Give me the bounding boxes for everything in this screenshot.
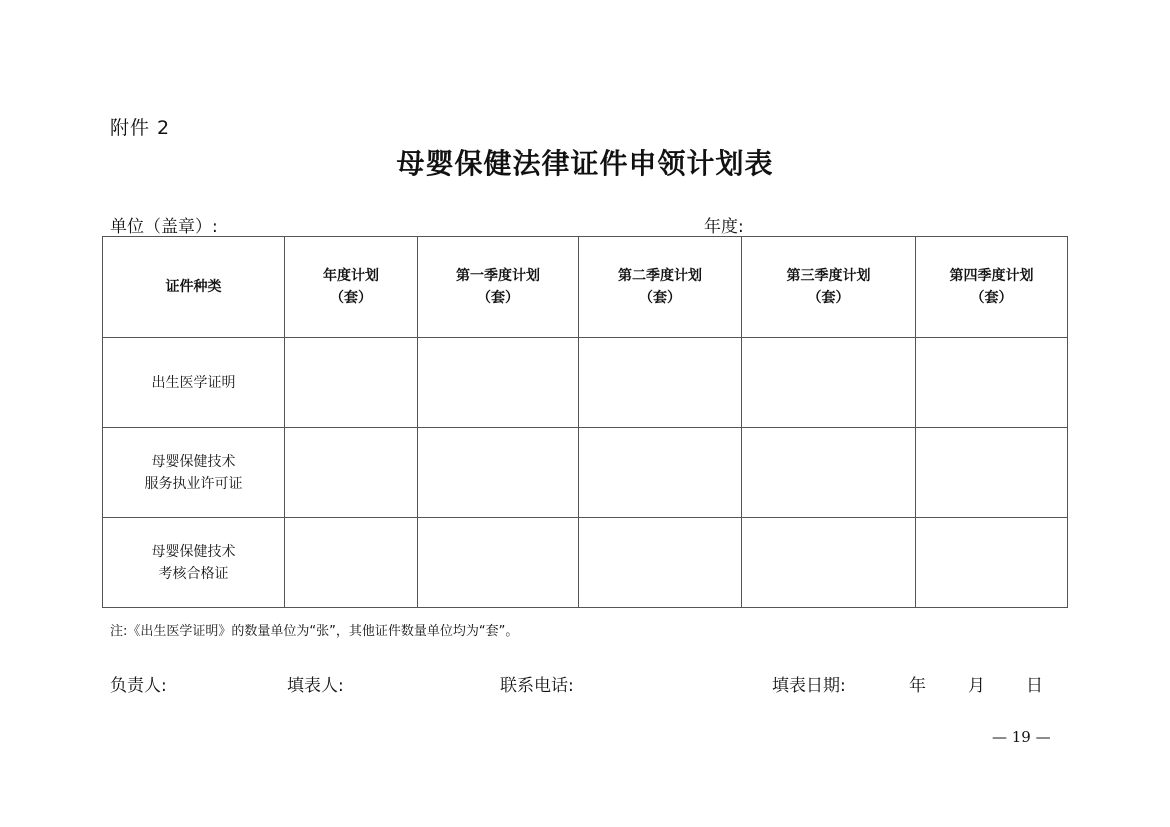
cell-q2-input[interactable] (579, 428, 742, 518)
row-label-qualification-cert: 母婴保健技术 考核合格证 (103, 518, 285, 608)
cell-annual-input[interactable] (285, 518, 418, 608)
responsible-label: 负责人: (110, 676, 167, 696)
date-day-label: 日 (1026, 676, 1043, 696)
cell-q4-input[interactable] (916, 428, 1068, 518)
page-title: 母婴保健法律证件申领计划表 (396, 147, 774, 180)
row-label-birth-certificate: 出生医学证明 (103, 338, 285, 428)
header-q4-plan: 第四季度计划 （套） (916, 237, 1068, 338)
fill-date-label: 填表日期: (772, 676, 846, 696)
year-label: 年度: (704, 217, 744, 237)
cell-q4-input[interactable] (916, 518, 1068, 608)
header-cert-type: 证件种类 (103, 237, 285, 338)
cell-q1-input[interactable] (418, 338, 579, 428)
header-q3-plan: 第三季度计划 （套） (742, 237, 916, 338)
date-year-label: 年 (909, 676, 926, 696)
cell-q3-input[interactable] (742, 518, 916, 608)
header-q1-plan: 第一季度计划 （套） (418, 237, 579, 338)
filler-label: 填表人: (287, 676, 344, 696)
cell-q4-input[interactable] (916, 338, 1068, 428)
table-note: 注:《出生医学证明》的数量单位为“张”，其他证件数量单位均为“套”。 (110, 624, 519, 639)
cell-q1-input[interactable] (418, 428, 579, 518)
date-month-label: 月 (968, 676, 985, 696)
cell-q3-input[interactable] (742, 428, 916, 518)
plan-table (102, 236, 1068, 608)
cell-q2-input[interactable] (579, 518, 742, 608)
phone-label: 联系电话: (500, 676, 574, 696)
page-number: — 19 — (992, 728, 1051, 746)
table-row (103, 518, 1068, 608)
unit-seal-label: 单位（盖章）: (110, 217, 218, 237)
cell-q2-input[interactable] (579, 338, 742, 428)
table-row (103, 428, 1068, 518)
cell-annual-input[interactable] (285, 428, 418, 518)
header-annual-plan: 年度计划 （套） (285, 237, 418, 338)
cell-q1-input[interactable] (418, 518, 579, 608)
table-row (103, 338, 1068, 428)
header-q2-plan: 第二季度计划 （套） (579, 237, 742, 338)
row-label-practice-license: 母婴保健技术 服务执业许可证 (103, 428, 285, 518)
cell-q3-input[interactable] (742, 338, 916, 428)
cell-annual-input[interactable] (285, 338, 418, 428)
table-header-row (103, 237, 1068, 338)
attachment-label: 附件 2 (110, 117, 171, 139)
